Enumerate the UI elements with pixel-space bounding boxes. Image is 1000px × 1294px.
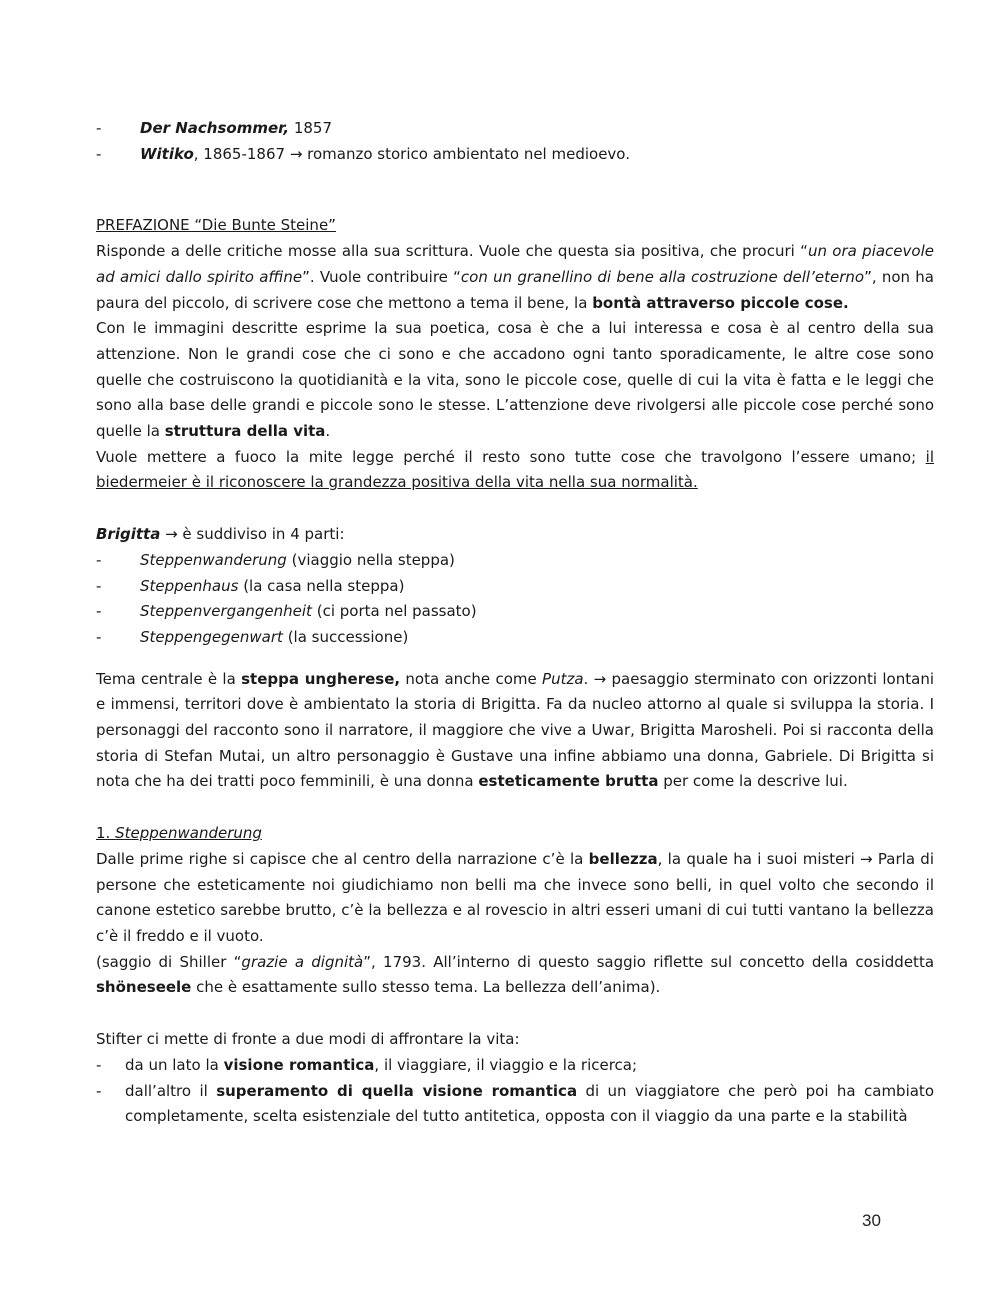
brigitta-intro: Brigitta → è suddiviso in 4 parti: [96,525,345,544]
work-item [96,116,934,142]
list-dash: - [96,144,102,163]
mode-item: - da un lato la visione romantica, il viaggiare, il viaggio e la ricerca; [96,1053,934,1079]
preface-heading: PREFAZIONE “Die Bunte Steine” [96,216,336,235]
brigitta-part: - Steppenvergangenheit (ci porta nel passato) [96,599,934,625]
work-title: Der Nachsommer, [140,119,290,137]
modes-intro: Stifter ci mette di fronte a due modi di affrontare la vita: [96,1030,520,1049]
section-1-paragraph-2: (saggio di Shiller “grazie a dignità”, 1793. All’interno di questo saggio riflette sul concetto della cosiddetta shöneseele che è esattamente sullo stesso tema. La bellezza dell’anima). [96,952,935,997]
preface-paragraph-3: Vuole mettere a fuoco la mite legge perché il resto sono tutte cose che travolgono l’essere umano; il biedermeier è il riconoscere la grandezza positiva della vita nella sua normalità. [96,447,934,492]
work-details: 1857 [289,119,333,137]
brigitta-part: - Steppenhaus (la casa nella steppa) [96,574,934,600]
brigitta-part: - Steppengegenwart (la successione) [96,625,934,651]
section-1-heading: 1. Steppenwanderung [96,824,262,843]
list-dash: - [96,576,102,595]
work-item [96,142,934,168]
work-details: , 1865-1867 → romanzo storico ambientato nel medioevo. [193,144,630,163]
list-dash: - [96,1055,102,1074]
preface-paragraph-2: Con le immagini descritte esprime la sua poetica, cosa è che a lui interessa e cosa è al centro della sua attenzione. Non le grandi cose che ci sono e che accadono ogni tanto sporadicamente, le altre cose sono quelle che costruiscono la quotidianità e la vita, sono le piccole cose, quelle di cui la vita è fatta e le leggi che sono alla base delle grandi e piccole sono le stesse. L’attenzione deve rivolgersi alle piccole cose perché sono quelle la struttura della vita. [96,319,934,441]
list-dash: - [96,119,102,137]
brigitta-part: - Steppenwanderung (viaggio nella steppa) [96,548,934,574]
list-dash: - [96,550,102,569]
list-dash: - [96,1081,102,1100]
section-1-paragraph-1: Dalle prime righe si capisce che al centro della narrazione c’è la bellezza, la quale ha i suoi misteri → Parla di persone che esteticamente noi giudichiamo non belli ma che invece sono belli, in quel volto che secondo il canone estetico sarebbe brutto, c’è la bellezza e al rovescio in altri esseri umani di cui tutti vantano la bellezza c’è il freddo e il vuoto. [96,849,934,945]
mode-item: - dall’altro il superamento di quella visione romantica di un viaggiatore che però poi ha cambiato completamente, scelta esistenziale del tutto antitetica, opposta con il viaggio da una parte e la stabilità [96,1079,934,1130]
work-title: Witiko [140,144,194,163]
list-dash: - [96,627,102,646]
page-number: 30 [862,1211,881,1230]
preface-paragraph-1: Risponde a delle critiche mosse alla sua scrittura. Vuole che questa sia positiva, che procuri “un ora piacevole ad amici dallo spirito affine”. Vuole contribuire “con un granellino di bene alla costruzione dell’eterno”, non ha paura del piccolo, di scrivere cose che mettono a tema il bene, la bontà attraverso piccole cose. [96,242,934,312]
list-dash: - [96,602,102,621]
document-page [96,116,934,1130]
theme-paragraph: Tema centrale è la steppa ungherese, nota anche come Putza. → paesaggio sterminato con orizzonti lontani e immensi, territori dove è ambientato la storia di Brigitta. Fa da nucleo attorno al quale si sviluppa la storia. I personaggi del racconto sono il narratore, il maggiore che vive a Uwar, Brigitta Marosheli. Poi si racconta della storia di Stefan Mutai, un altro personaggio è Gustave una infine abbiamo una donna, Gabriele. Di Brigitta si nota che ha dei tratti poco femminili, è una donna esteticamente brutta per come la descrive lui. [96,669,934,791]
